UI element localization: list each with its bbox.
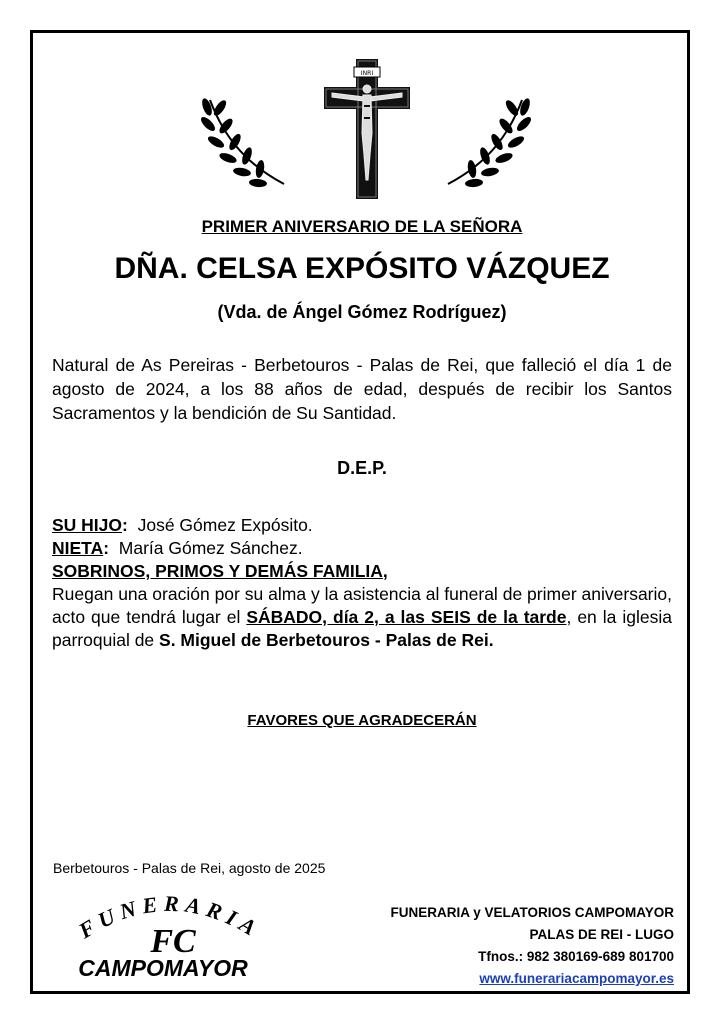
contact-block (390, 902, 674, 990)
laurel-branch-right-icon (440, 92, 540, 192)
widow-of-line: (Vda. de Ángel Gómez Rodríguez) (217, 302, 507, 322)
funeral-time: SÁBADO, día 2, a las SEIS de la tarde (246, 607, 567, 627)
place-date: Berbetouros - Palas de Rei, agosto de 2025 (53, 860, 326, 876)
funeral-home-logo (55, 888, 285, 983)
son-label: SU HIJO (52, 515, 123, 535)
closing-line: FAVORES QUE AGRADECERÁN (247, 712, 477, 729)
other-relatives-row (52, 560, 672, 583)
deceased-name: DÑA. CELSA EXPÓSITO VÁZQUEZ (114, 252, 610, 285)
son-row: SU HIJO: José Gómez Expósito. (52, 515, 313, 535)
anniversary-subtitle: PRIMER ANIVERSARIO DE LA SEÑORA (201, 217, 523, 236)
cross-inscription: INRI (360, 70, 374, 77)
company-website-link[interactable]: www.funerariacampomayor.es (479, 971, 674, 986)
son-name: José Gómez Expósito. (137, 515, 313, 535)
granddaughter-name: María Gómez Sánchez. (118, 538, 303, 558)
request-mid: , en la iglesia parroquial de (52, 607, 672, 650)
company-name: FUNERARIA y VELATORIOS CAMPOMAYOR (390, 905, 674, 920)
laurel-branch-left-icon (192, 92, 292, 192)
granddaughter-row: NIETA: María Gómez Sánchez. (52, 538, 303, 558)
other-relatives: SOBRINOS, PRIMOS Y DEMÁS FAMILIA (52, 561, 383, 581)
logo-top-text: FUNERARIA (74, 890, 266, 944)
company-phones: Tfnos.: 982 380169-689 801700 (478, 949, 674, 964)
family-section (52, 514, 672, 652)
dep-line: D.E.P. (337, 458, 387, 478)
crucifix-icon (320, 55, 410, 200)
granddaughter-label: NIETA (52, 538, 104, 558)
logo-bottom-text: CAMPOMAYOR (78, 955, 248, 981)
request-start: Ruegan una oración por su alma y la asistencia al funeral de primer aniversario, acto que tendrá lugar el (52, 584, 672, 627)
logo-monogram: FC (150, 923, 196, 960)
other-relatives-punct: , (382, 561, 388, 581)
company-location: PALAS DE REI - LUGO (529, 927, 674, 942)
biography-paragraph: Natural de As Pereiras - Berbetouros - Palas de Rei, que falleció el día 1 de agosto de 2024, a los 88 años de edad, después de recibir los Santos Sacramentos y la bendición de Su Santidad. (52, 355, 672, 423)
funeral-request (52, 583, 672, 652)
funeral-place: S. Miguel de Berbetouros - Palas de Rei. (159, 630, 494, 650)
